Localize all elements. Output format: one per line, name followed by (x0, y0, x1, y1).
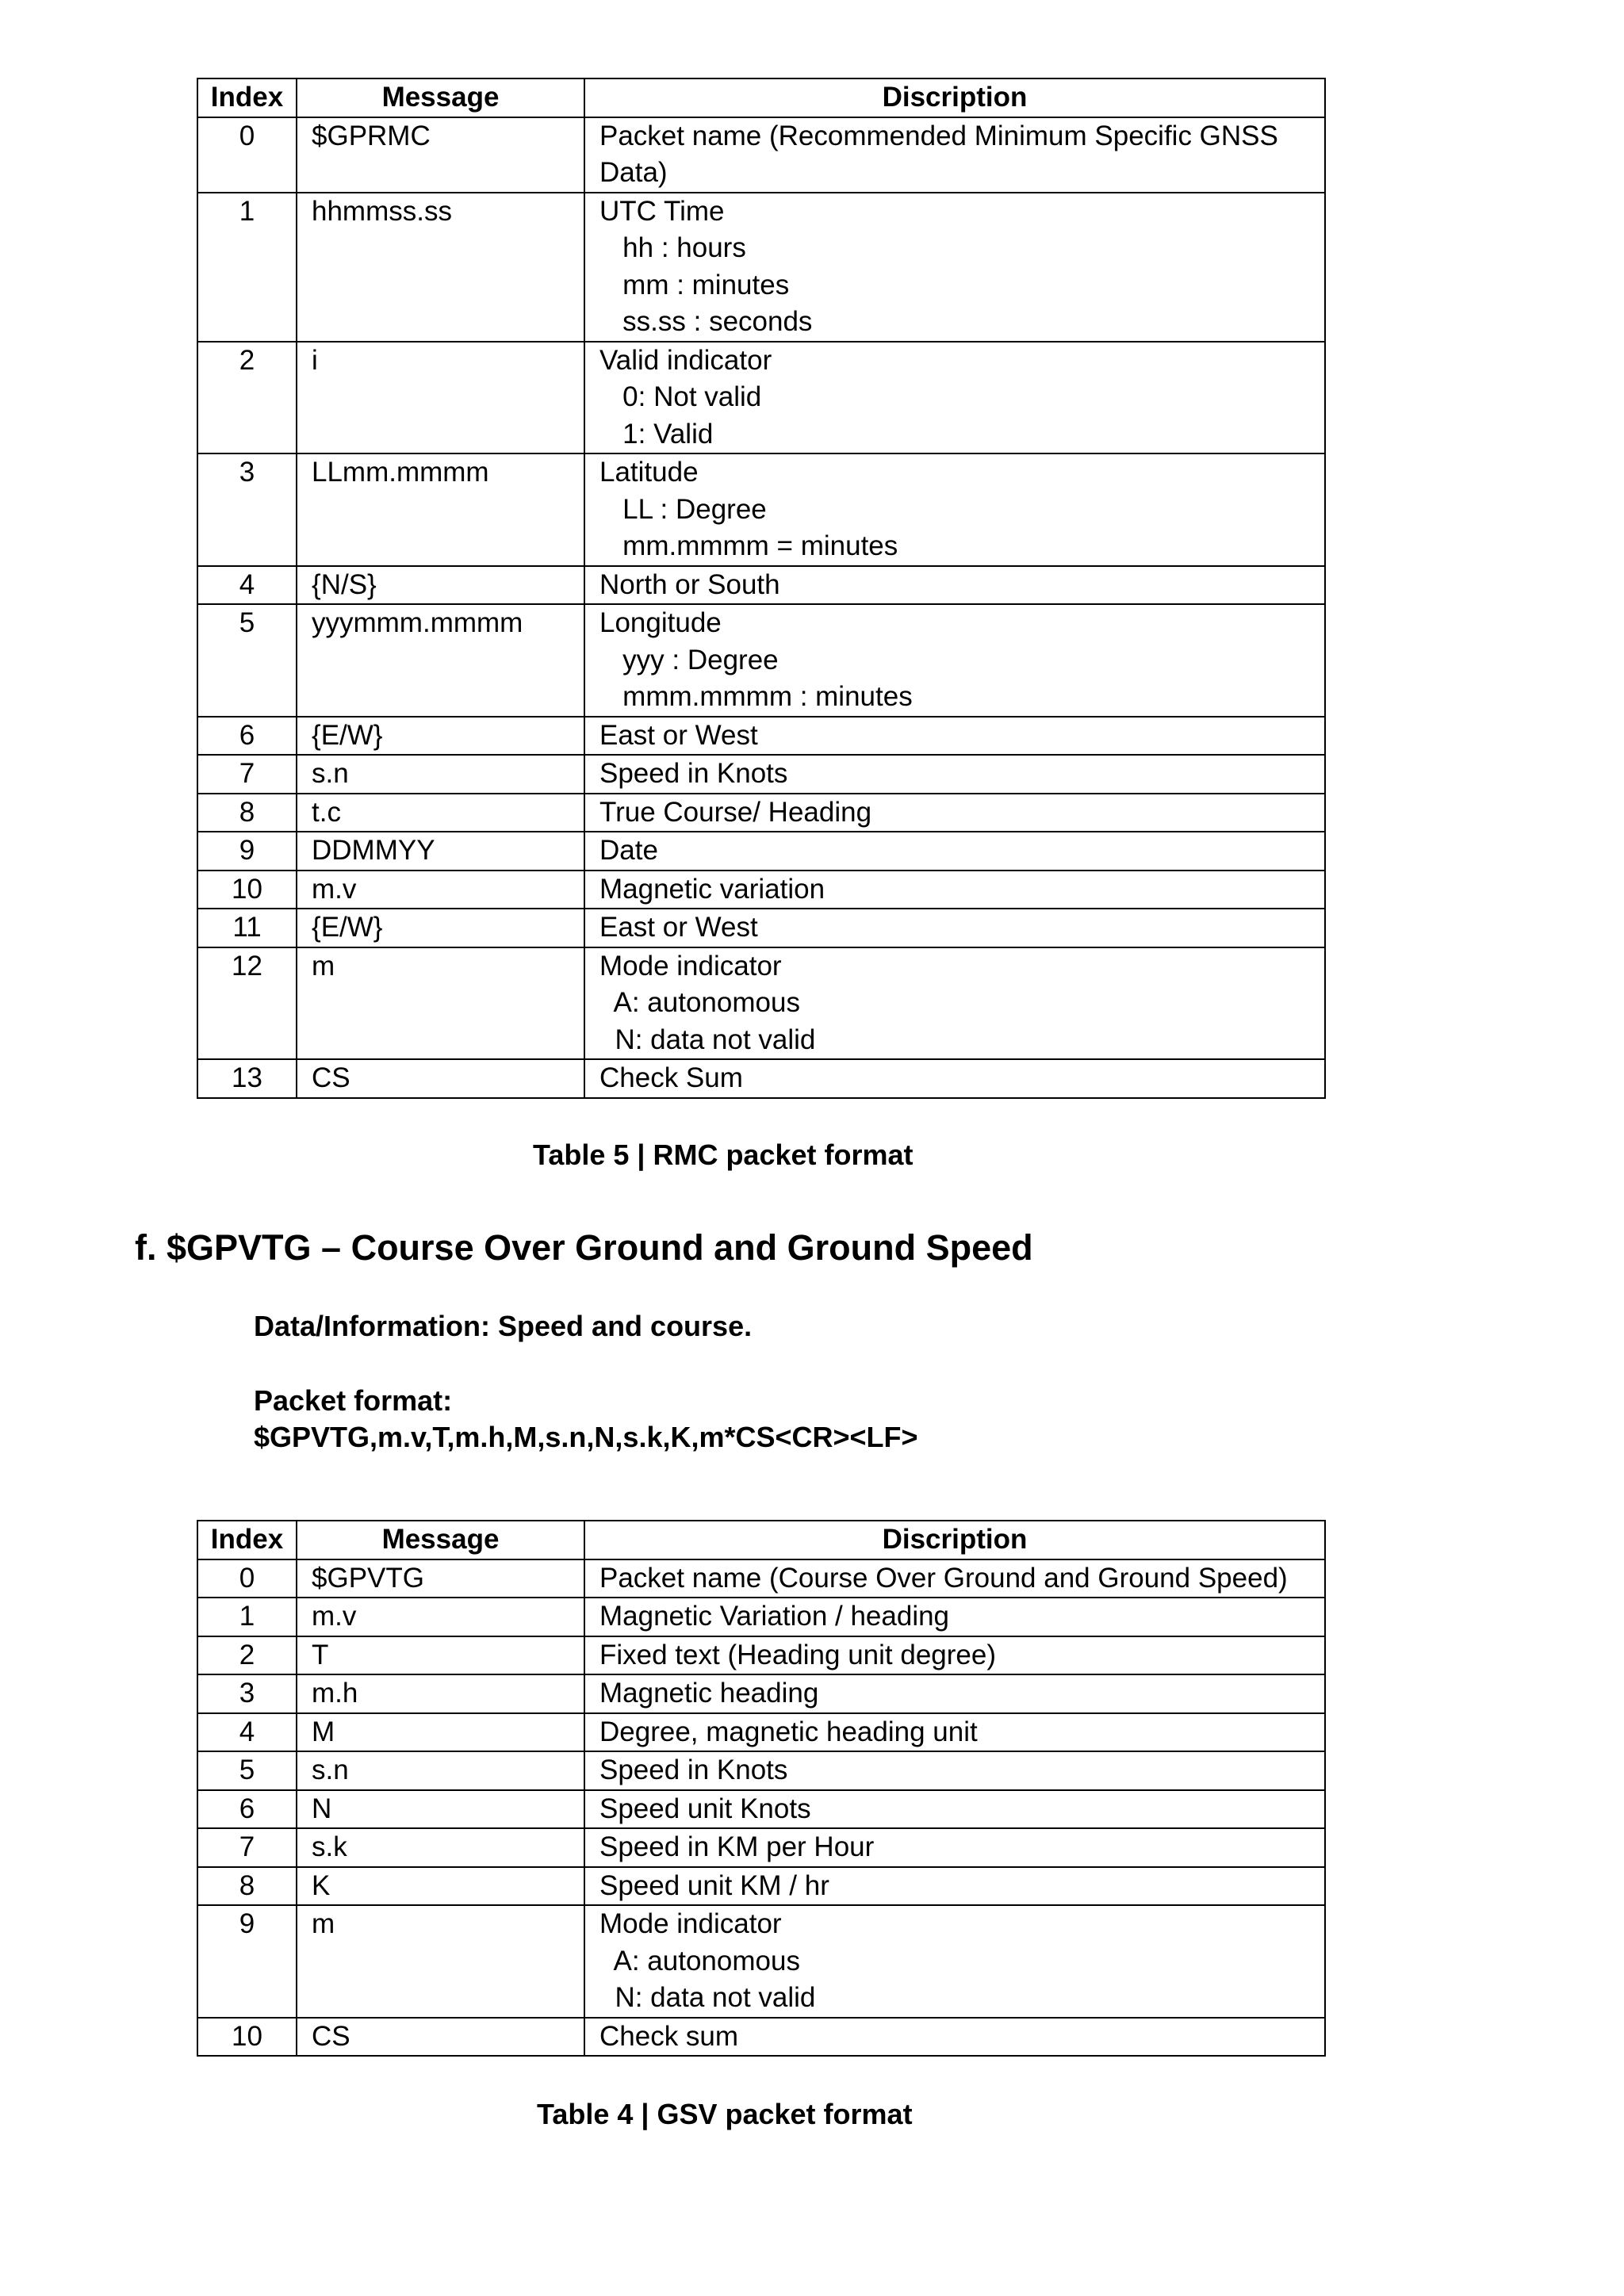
description-line: Date (599, 835, 658, 866)
description-line: Mode indicator (599, 950, 782, 982)
table-row (197, 604, 1325, 717)
row-description (584, 755, 1325, 794)
table-row (197, 566, 1325, 605)
row-description (584, 1713, 1325, 1752)
table-row (197, 1636, 1325, 1675)
description-line: A: autonomous (599, 987, 800, 1018)
row-index: 7 (197, 1828, 297, 1867)
table-row (197, 2018, 1325, 2057)
row-message: s.n (297, 755, 584, 794)
row-index: 3 (197, 453, 297, 566)
description-line: Check Sum (599, 1062, 743, 1093)
description-line: mmm.mmmm : minutes (599, 681, 913, 712)
row-index: 0 (197, 1559, 297, 1598)
description-line: Fixed text (Heading unit degree) (599, 1639, 996, 1670)
row-message: {E/W} (297, 717, 584, 756)
table-row (197, 1598, 1325, 1636)
row-message: m (297, 947, 584, 1060)
table-row (197, 1674, 1325, 1713)
row-message: M (297, 1713, 584, 1752)
table-row (197, 1828, 1325, 1867)
vtg-packet-table (197, 1520, 1326, 2057)
row-index: 2 (197, 1636, 297, 1675)
row-description (584, 342, 1325, 454)
row-description (584, 832, 1325, 871)
description-line: 0: Not valid (599, 381, 762, 412)
row-index: 10 (197, 2018, 297, 2057)
table-header-row (197, 1521, 1325, 1559)
row-message: CS (297, 2018, 584, 2057)
description-line: ss.ss : seconds (599, 306, 813, 337)
description-line: yyy : Degree (599, 644, 779, 675)
row-index: 5 (197, 1751, 297, 1790)
row-message: CS (297, 1059, 584, 1098)
description-line: N: data not valid (599, 1982, 816, 2013)
row-message: s.k (297, 1828, 584, 1867)
table-row (197, 342, 1325, 454)
table-row (197, 117, 1325, 193)
table-header-row (197, 78, 1325, 117)
header-message: Message (297, 1521, 584, 1559)
row-index: 7 (197, 755, 297, 794)
description-line: hh : hours (599, 232, 746, 263)
table-row (197, 755, 1325, 794)
row-description (584, 1598, 1325, 1636)
description-line: Degree, magnetic heading unit (599, 1716, 978, 1747)
table-row (197, 1867, 1325, 1906)
table-row (197, 1905, 1325, 2018)
row-message: hhmmss.ss (297, 193, 584, 342)
row-message: {E/W} (297, 909, 584, 947)
description-line: Packet name (Course Over Ground and Ground Speed) (599, 1562, 1288, 1594)
row-index: 4 (197, 1713, 297, 1752)
table-row (197, 193, 1325, 342)
row-description (584, 1790, 1325, 1829)
description-line: Valid indicator (599, 344, 772, 376)
description-line: Check sum (599, 2020, 739, 2052)
row-description (584, 947, 1325, 1060)
row-description (584, 1828, 1325, 1867)
table-row (197, 909, 1325, 947)
row-index: 13 (197, 1059, 297, 1098)
row-description (584, 794, 1325, 832)
description-line: Longitude (599, 607, 722, 638)
table-row (197, 832, 1325, 871)
packet-format-label: Packet format: (254, 1384, 453, 1417)
row-index: 0 (197, 117, 297, 193)
description-line: East or West (599, 912, 758, 943)
description-line: A: autonomous (599, 1945, 800, 1976)
description-line: Latitude (599, 457, 699, 488)
row-description (584, 117, 1325, 193)
row-message: m.h (297, 1674, 584, 1713)
description-line: Speed in KM per Hour (599, 1831, 875, 1862)
packet-format-value: $GPVTG,m.v,T,m.h,M,s.n,N,s.k,K,m*CS<CR><LF> (254, 1421, 918, 1453)
description-line: Mode indicator (599, 1908, 782, 1939)
description-line: North or South (599, 568, 780, 600)
description-line: Speed in Knots (599, 1755, 788, 1785)
row-message: yyymmm.mmmm (297, 604, 584, 717)
row-description (584, 1636, 1325, 1675)
table-row (197, 947, 1325, 1060)
header-index: Index (197, 78, 297, 117)
row-index: 8 (197, 1867, 297, 1906)
data-information-text: Data/Information: Speed and course. (254, 1310, 753, 1342)
header-message: Message (297, 78, 584, 117)
table-row (197, 1559, 1325, 1598)
header-index: Index (197, 1521, 297, 1559)
table-row (197, 717, 1325, 756)
row-description (584, 1559, 1325, 1598)
row-index: 9 (197, 1905, 297, 2018)
table-caption: Table 5 | RMC packet format (533, 1138, 914, 1171)
row-index: 12 (197, 947, 297, 1060)
row-index: 11 (197, 909, 297, 947)
row-index: 9 (197, 832, 297, 871)
description-line: Data) (599, 157, 668, 188)
row-description (584, 1674, 1325, 1713)
row-message: s.n (297, 1751, 584, 1790)
row-message: N (297, 1790, 584, 1829)
row-index: 1 (197, 1598, 297, 1636)
row-message: DDMMYY (297, 832, 584, 871)
row-description (584, 193, 1325, 342)
row-description (584, 909, 1325, 947)
table-row (197, 794, 1325, 832)
row-message: LLmm.mmmm (297, 453, 584, 566)
row-description (584, 871, 1325, 909)
section-heading: f. $GPVTG – Course Over Ground and Ground Speed (135, 1227, 1033, 1268)
table-row (197, 1790, 1325, 1829)
row-description (584, 1751, 1325, 1790)
description-line: mm.mmmm = minutes (599, 530, 898, 561)
description-line: Speed unit Knots (599, 1793, 811, 1824)
row-message: t.c (297, 794, 584, 832)
row-index: 6 (197, 1790, 297, 1829)
description-line: N: data not valid (599, 1024, 816, 1055)
row-message: $GPVTG (297, 1559, 584, 1598)
description-line: East or West (599, 719, 758, 751)
description-line: Packet name (Recommended Minimum Specific GNSS (599, 120, 1278, 151)
description-line: Speed in Knots (599, 758, 788, 789)
description-line: 1: Valid (599, 418, 714, 450)
row-index: 10 (197, 871, 297, 909)
row-message: {N/S} (297, 566, 584, 605)
row-message: m (297, 1905, 584, 2018)
description-line: True Course/ Heading (599, 796, 872, 828)
table-row (197, 1713, 1325, 1752)
row-index: 6 (197, 717, 297, 756)
description-line: Magnetic Variation / heading (599, 1601, 950, 1632)
row-index: 5 (197, 604, 297, 717)
row-message: m.v (297, 871, 584, 909)
row-message: $GPRMC (297, 117, 584, 193)
row-message: K (297, 1867, 584, 1906)
row-message: T (297, 1636, 584, 1675)
row-description (584, 2018, 1325, 2057)
description-line: Magnetic heading (599, 1678, 819, 1709)
row-description (584, 1059, 1325, 1098)
row-index: 8 (197, 794, 297, 832)
description-line: UTC Time (599, 195, 725, 227)
table-caption: Table 4 | GSV packet format (537, 2098, 913, 2130)
table-row (197, 871, 1325, 909)
description-line: mm : minutes (599, 269, 790, 300)
description-line: LL : Degree (599, 493, 767, 525)
row-description (584, 1867, 1325, 1906)
row-description (584, 453, 1325, 566)
row-index: 3 (197, 1674, 297, 1713)
row-message: m.v (297, 1598, 584, 1636)
row-index: 1 (197, 193, 297, 342)
description-line: Magnetic variation (599, 873, 825, 905)
rmc-packet-table (197, 78, 1326, 1099)
row-index: 4 (197, 566, 297, 605)
row-description (584, 1905, 1325, 2018)
table-row (197, 453, 1325, 566)
table-row (197, 1751, 1325, 1790)
row-description (584, 604, 1325, 717)
row-message: i (297, 342, 584, 454)
table-row (197, 1059, 1325, 1098)
row-index: 2 (197, 342, 297, 454)
description-line: Speed unit KM / hr (599, 1869, 829, 1901)
header-description: Discription (584, 78, 1325, 117)
row-description (584, 566, 1325, 605)
row-description (584, 717, 1325, 756)
header-description: Discription (584, 1521, 1325, 1559)
